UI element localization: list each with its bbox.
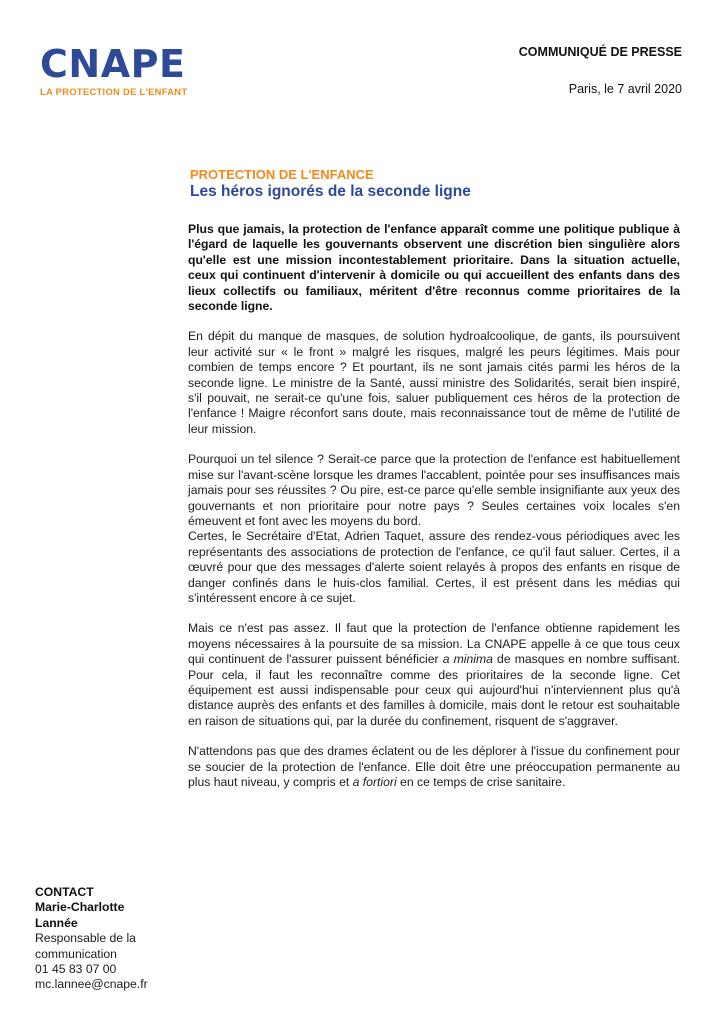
body-paragraph-4 [188,621,680,729]
p5-text-end: en ce temps de crise sanitaire. [396,775,566,789]
contact-email[interactable]: mc.lannee@cnape.fr [35,977,148,992]
article-kicker: PROTECTION DE L'ENFANCE [190,167,374,182]
contact-role-line2: communication [35,946,117,961]
p4-text-start: Mais ce n'est pas assez. Il faut que la protection de l'enfance obtienne rapidement les moyens nécessaires à la poursuite de sa mission. La CNAPE appelle à ce que tous ceux qui continuent de l'assurer puissent bénéficier [188,621,680,667]
p4-italic-phrase: a minima [442,652,493,667]
contact-role-line1: Responsable de la [35,931,136,946]
lead-paragraph: Plus que jamais, la protection de l'enfance apparaît comme une politique publique à l'égard de laquelle les gouvernants observent une discrétion bien singulière alors qu'elle est une mission incontestablement prioritaire. Dans la situation actuelle, ceux qui continuent d'intervenir à domicile ou qui accueillent des enfants dans des lieux collectifs ou familiaux, méritent d'être reconnus comme prioritaires de la seconde ligne. [188,222,680,314]
body-paragraph-3: Certes, le Secrétaire d'Etat, Adrien Taquet, assure des rendez-vous périodiques avec les représentants des associations de protection de l'enfance, ce qu'il faut saluer. Certes, il a œuvré pour que des messages d'alerte soient relayés à propos des enfants en risque de danger confinés dans le huis-clos familial. Certes, il est présent dans les médias qui s'intéressent encore à ce sujet. [188,529,680,605]
logo-tagline: LA PROTECTION DE L'ENFANT [40,86,188,97]
body-paragraph-1: En dépit du manque de masques, de solution hydroalcoolique, de gants, ils poursuivent leur activité sur « le front » malgré les risques, malgré les peurs légitimes. Mais pour combien de temps encore ? Et pourtant, ils ne sont jamais cités parmi les héros de la seconde ligne. Le ministre de la Santé, aussi ministre des Solidarités, serait bien inspiré, s'il pouvait, ne serait-ce qu'une fois, saluer publiquement ces héros de la protection de l'enfance ! Maigre réconfort sans doute, mais reconnaissance tout de même de l'utilité de leur mission. [188,329,680,436]
contact-phone: 01 45 83 07 00 [35,962,117,977]
contact-label: CONTACT [35,885,94,899]
body-paragraph-2: Pourquoi un tel silence ? Serait-ce parce que la protection de l'enfance est habituellement mise sur l'avant-scène lorsque les drames l'accablent, pointée pour ses insuffisances mais jamais pour ses réussites ? Ou pire, est-ce parce qu'elle semble insignifiante aux yeux des gouvernants et non prioritaire pour notre pays ? Seules certaines voix locales s'en émeuvent et font avec les moyens du bord. [188,452,680,528]
logo-wordmark: CNAPE [40,42,186,86]
p5-italic-phrase: a fortiori [352,775,397,789]
cnape-logo [40,44,200,97]
article-body [188,222,680,790]
contact-name-first: Marie-Charlotte [35,900,125,915]
press-release-label: COMMUNIQUÉ DE PRESSE [518,45,682,59]
p5-text-start: N'attendons pas que des drames éclatent ou de les déplorer à l'issue du confinement pour se soucier de la protection de l'enfance. Elle doit être une préoccupation permanente au plus haut niveau, y compris et [188,744,680,789]
article-title: Les héros ignorés de la seconde ligne [190,183,471,200]
contact-name-last: Lannée [35,915,78,930]
body-paragraph-5 [188,744,680,790]
contact-block [35,885,175,993]
p4-text-end: de masques en nombre suffisant. Pour cela, il faut les reconnaître comme des prioritaires de la seconde ligne. Cet équipement est aussi indispensable pour ceux qui aujourd'hui n'interviennent plus qu'à distance auprès des enfants et des familles à domicile, mais dont le retour est souhaitable en raison de situations qui, par la durée du confinement, risquent de s'aggraver. [188,652,680,728]
dateline: Paris, le 7 avril 2020 [568,82,682,96]
